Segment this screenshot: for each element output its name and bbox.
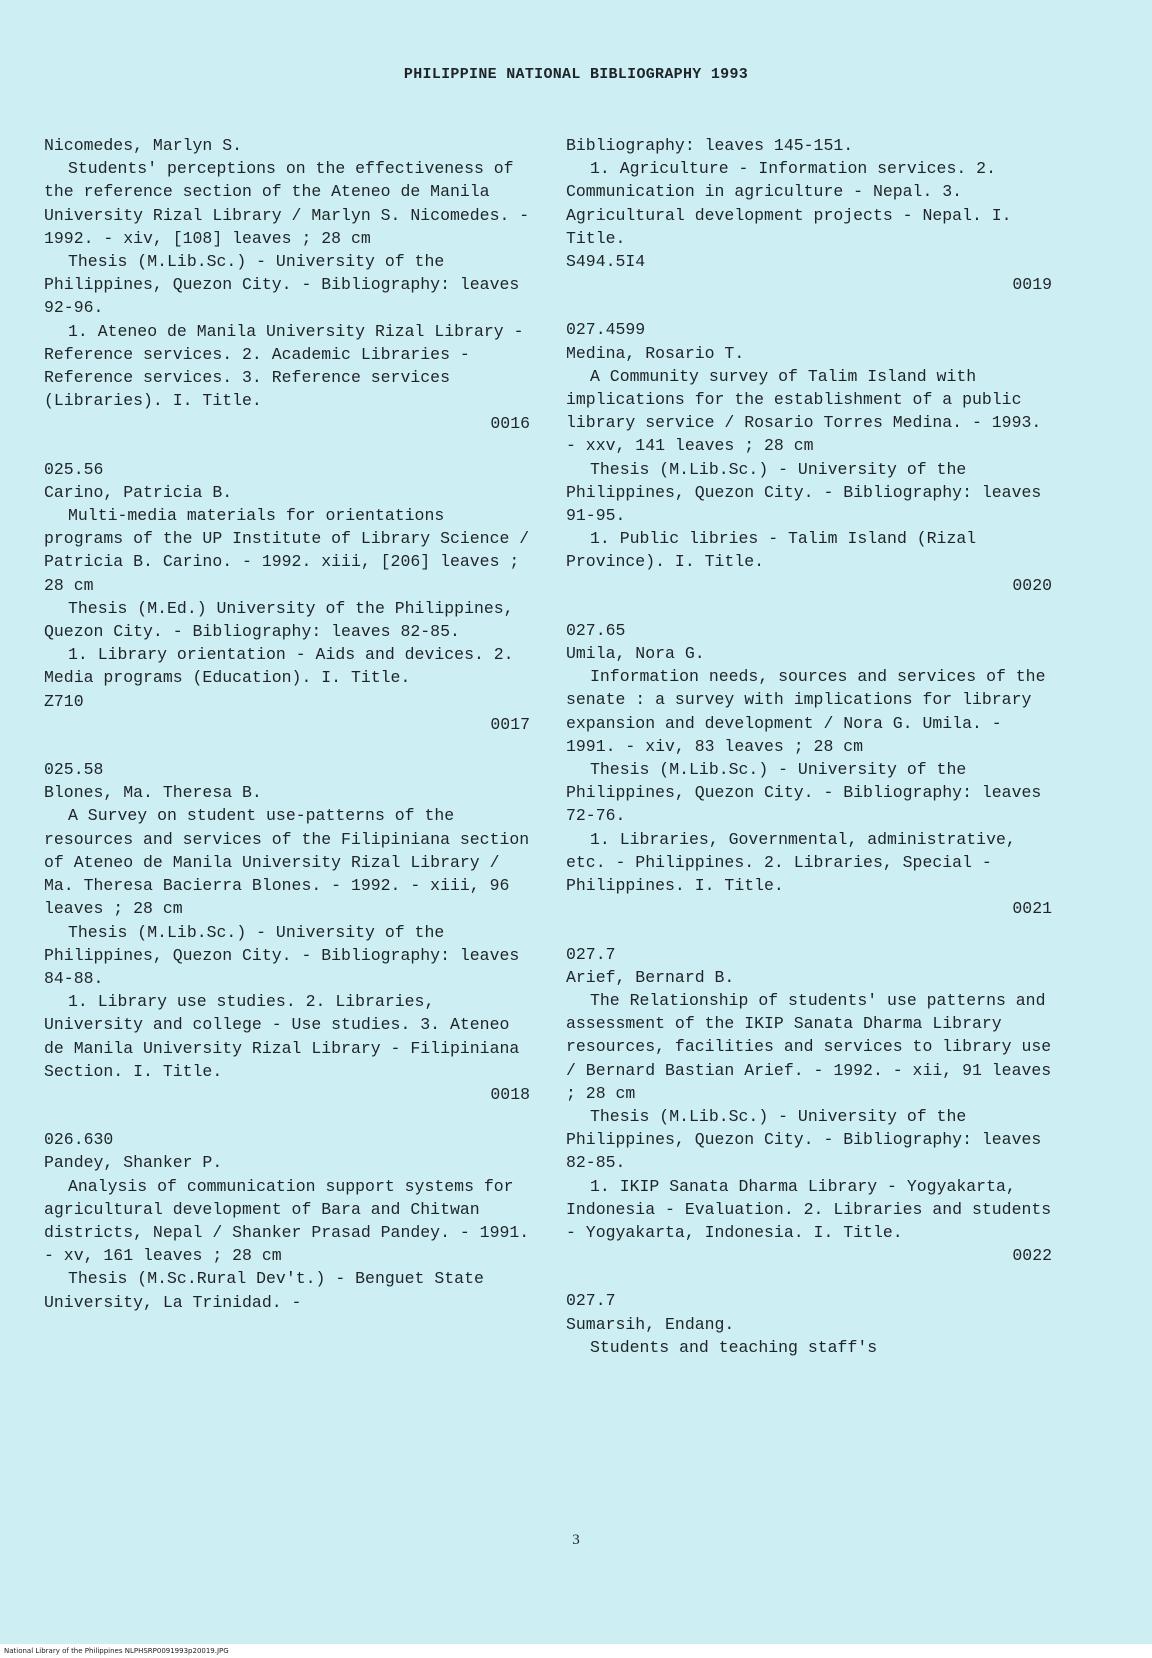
entry-number: 0022 xyxy=(1012,1246,1052,1266)
entry-author: Carino, Patricia B. xyxy=(44,482,233,502)
entry-subjects: 1. IKIP Sanata Dharma Library - Yogyakarta, Indonesia - Evaluation. 2. Libraries and students - Yogyakarta, Indonesia. I. Title. xyxy=(566,1176,1052,1242)
entry-thesis-note: Thesis (M.Sc.Rural Dev't.) - Benguet State University, La Trinidad. - xyxy=(44,1269,484,1312)
entry-thesis-note: Thesis (M.Lib.Sc.) - University of the Philippines, Quezon City. - Bibliography: leaves 72-76. xyxy=(566,760,1042,826)
entry-call-number: 025.58 xyxy=(44,760,104,780)
entry-call-number: 027.65 xyxy=(566,620,626,640)
entry-author: Pandey, Shanker P. xyxy=(44,1153,223,1173)
entry-number: 0016 xyxy=(490,414,530,434)
left-column xyxy=(44,134,530,1314)
entry-0020 xyxy=(566,318,1052,596)
entry-call-number: 026.630 xyxy=(44,1130,114,1150)
entry-subjects: 1. Libraries, Governmental, administrative, etc. - Philippines. 2. Libraries, Special - Philippines. I. Title. xyxy=(566,829,1016,896)
entry-title: Analysis of communication support systems for agricultural development of Bara and Chitwan districts, Nepal / Shanker Prasad Pandey. - 1991. - xv, 161 leaves ; 28 cm xyxy=(44,1176,530,1266)
entry-author: Nicomedes, Marlyn S. xyxy=(44,136,243,155)
scan-footer: National Library of the Philippines NLPHSRP0091993p20019.JPG xyxy=(0,1644,1152,1658)
entry-call-number: 025.56 xyxy=(44,459,104,479)
page-number: 3 xyxy=(572,1532,580,1548)
entry-title: Students' perceptions on the effectiveness of the reference section of the Ateneo de Manila University Rizal Library / Marlyn S. Nicomedes. - 1992. - xiv, [108] leaves ; 28 cm xyxy=(44,159,530,248)
entry-bibliography-note: Bibliography: leaves 145-151. xyxy=(566,136,854,155)
entry-0019-continued xyxy=(566,134,1052,296)
entry-author: Medina, Rosario T. xyxy=(566,343,745,363)
entry-author: Sumarsih, Endang. xyxy=(566,1314,735,1334)
entry-title: A Survey on student use-patterns of the resources and services of the Filipiniana section of Ateneo de Manila University Rizal Library / Ma. Theresa Bacierra Blones. - 1992. - xiii, 96 leaves ; 28 cm xyxy=(44,806,530,919)
entry-subjects: 1. Library orientation - Aids and devices. 2. Media programs (Education). I. Title. xyxy=(44,645,514,688)
right-column xyxy=(566,134,1052,1359)
entry-thesis-note: Thesis (M.Lib.Sc.) - University of the Philippines, Quezon City. - Bibliography: leaves 91-95. xyxy=(566,459,1042,526)
entry-number: 0017 xyxy=(490,714,530,734)
entry-title: Multi-media materials for orientations programs of the UP Institute of Library Science / Patricia B. Carino. - 1992. xiii, [206] leaves ; 28 cm xyxy=(44,506,530,595)
entry-number: 0018 xyxy=(490,1084,530,1104)
entry-call-number: 027.4599 xyxy=(566,320,646,340)
entry-title: The Relationship of students' use patterns and assessment of the IKIP Sanata Dharma Library resources, facilities and services to library use / Bernard Bastian Arief. - 1992. - xii, 91 leaves ; 28 cm xyxy=(566,990,1052,1103)
entry-thesis-note: Thesis (M.Lib.Sc.) - University of the Philippines, Quezon City. - Bibliography: leaves 82-85. xyxy=(566,1106,1042,1173)
entry-thesis-note: Thesis (M.Lib.Sc.) - University of the Philippines, Quezon City. - Bibliography: leaves 84-88. xyxy=(44,922,520,988)
entry-subjects: 1. Ateneo de Manila University Rizal Library - Reference services. 2. Academic Libraries - Reference services. 3. Reference services (Libraries). I. Title. xyxy=(44,321,524,411)
entry-number: 0021 xyxy=(1012,899,1052,919)
entry-author: Blones, Ma. Theresa B. xyxy=(44,783,262,803)
entry-0019-start xyxy=(44,1128,530,1314)
entry-call-number: 027.7 xyxy=(566,944,616,964)
entry-number: 0020 xyxy=(1012,575,1052,595)
entry-author: Arief, Bernard B. xyxy=(566,967,735,987)
entry-0016 xyxy=(44,134,530,436)
entry-0017 xyxy=(44,458,530,736)
entry-subjects: 1. Library use studies. 2. Libraries, University and college - Use studies. 3. Ateneo de Manila University Rizal Library - Filipiniana Section. I. Title. xyxy=(44,992,520,1081)
entry-author: Umila, Nora G. xyxy=(566,644,705,664)
entry-0018 xyxy=(44,758,530,1106)
entry-0023-start xyxy=(566,1289,1052,1359)
entry-call-number: 027.7 xyxy=(566,1291,616,1311)
entry-title: Students and teaching staff's xyxy=(590,1337,878,1357)
entry-title: A Community survey of Talim Island with implications for the establishment of a public library service / Rosario Torres Medina. - 1993. - xxv, 141 leaves ; 28 cm xyxy=(566,366,1042,456)
entry-class-mark: Z710 xyxy=(44,691,84,711)
entry-class-mark: S494.5I4 xyxy=(566,252,646,272)
entry-thesis-note: Thesis (M.Lib.Sc.) - University of the Philippines, Quezon City. - Bibliography: leaves 92-96. xyxy=(44,252,520,318)
entry-thesis-note: Thesis (M.Ed.) University of the Philippines, Quezon City. - Bibliography: leaves 82-85. xyxy=(44,598,514,642)
entry-subjects: 1. Public libries - Talim Island (Rizal Province). I. Title. xyxy=(566,529,977,572)
entry-0021 xyxy=(566,619,1052,921)
entry-title: Information needs, sources and services of the senate : a survey with implications for library expansion and development / Nora G. Umila. - 1991. - xiv, 83 leaves ; 28 cm xyxy=(566,667,1046,756)
entry-subjects: 1. Agriculture - Information services. 2. Communication in agriculture - Nepal. 3. Agricultural development projects - Nepal. I. Title. xyxy=(566,159,1012,248)
entry-number: 0019 xyxy=(1012,275,1052,295)
page-header: PHILIPPINE NATIONAL BIBLIOGRAPHY 1993 xyxy=(403,66,749,83)
entry-0022 xyxy=(566,943,1052,1268)
